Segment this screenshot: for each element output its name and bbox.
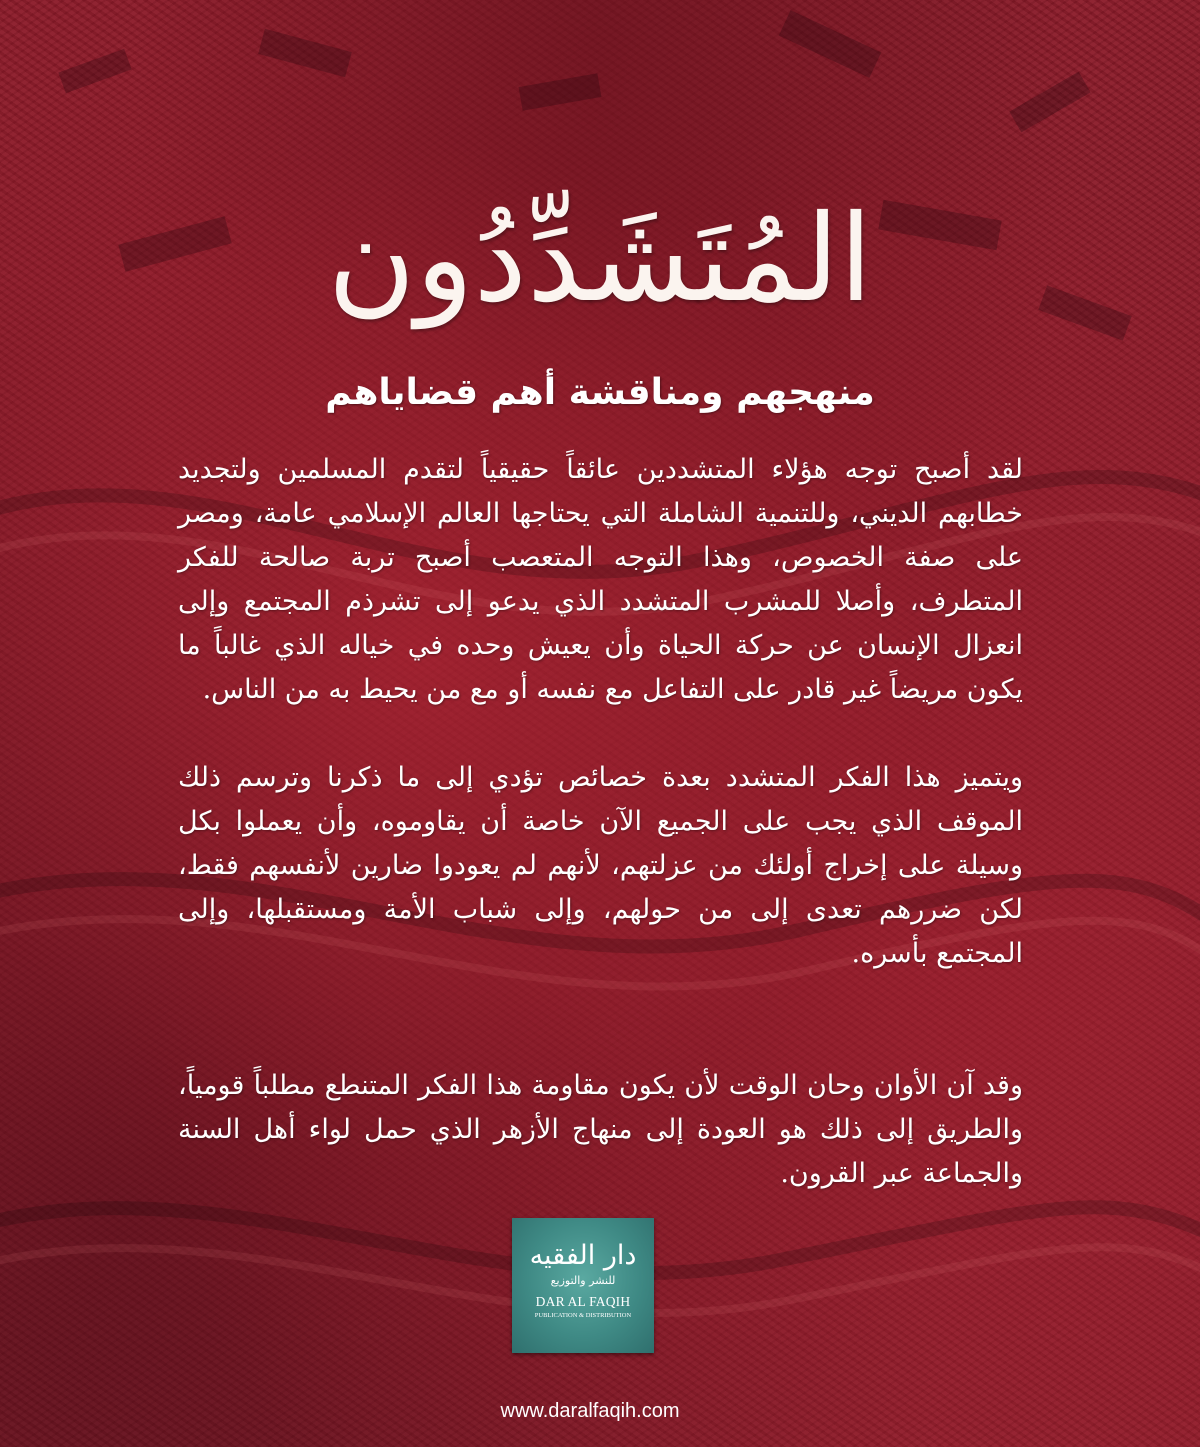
publisher-latin-name: DAR AL FAQIH: [535, 1294, 631, 1309]
publisher-arabic-name: دار الفقيه: [529, 1240, 637, 1271]
book-title: المُتَشَدِّدُون: [327, 190, 873, 329]
publisher-arabic-tagline: للنشر والتوزيع: [550, 1274, 616, 1287]
publisher-website: www.daralfaqih.com: [500, 1400, 680, 1422]
publisher-logo: [512, 1218, 654, 1353]
blurb-paragraph-1: لقد أصبح توجه هؤلاء المتشددين عائقاً حقيقياً لتقدم المسلمين ولتجديد خطابهم الديني، وللتنمية الشاملة التي يحتاجها العالم الإسلامي عامة، ومصر على صفة الخصوص، وهذا التوجه المتعصب أصبح تربة صالحة للفكر المتطرف، وأصلا للمشرب المتشدد الذي يدعو إلى تشرذم المجتمع وإلى انعزال الإنسان عن حركة الحياة وأن يعيش وحده في خياله الذي غالباً ما يكون مريضاً غير قادر على التفاعل مع نفسه أو مع من يحيط به من الناس.: [178, 454, 1023, 705]
publisher-latin-tagline: PUBLICATION & DISTRIBUTION: [534, 1312, 632, 1319]
blurb-paragraph-3: وقد آن الأوان وحان الوقت لأن يكون مقاومة هذا الفكر المتنطع مطلباً قومياً، والطريق إلى ذلك هو العودة إلى منهاج الأزهر الذي حمل لواء أهل السنة والجماعة عبر القرون.: [178, 1070, 1023, 1189]
blurb-paragraph-2: ويتميز هذا الفكر المتشدد بعدة خصائص تؤدي إلى ما ذكرنا وترسم ذلك الموقف الذي يجب على الجميع الآن خاصة أن يقاوموه، وأن يعملوا بكل وسيلة على إخراج أولئك من عزلتهم، لأنهم لم يعودوا ضارين لأنفسهم فقط، لكن ضررهم تعدى إلى من حولهم، وإلى شباب الأمة ومستقبلها، وإلى المجتمع بأسره.: [178, 762, 1023, 969]
book-subtitle: منهجهم ومناقشة أهم قضاياهم: [325, 372, 875, 413]
